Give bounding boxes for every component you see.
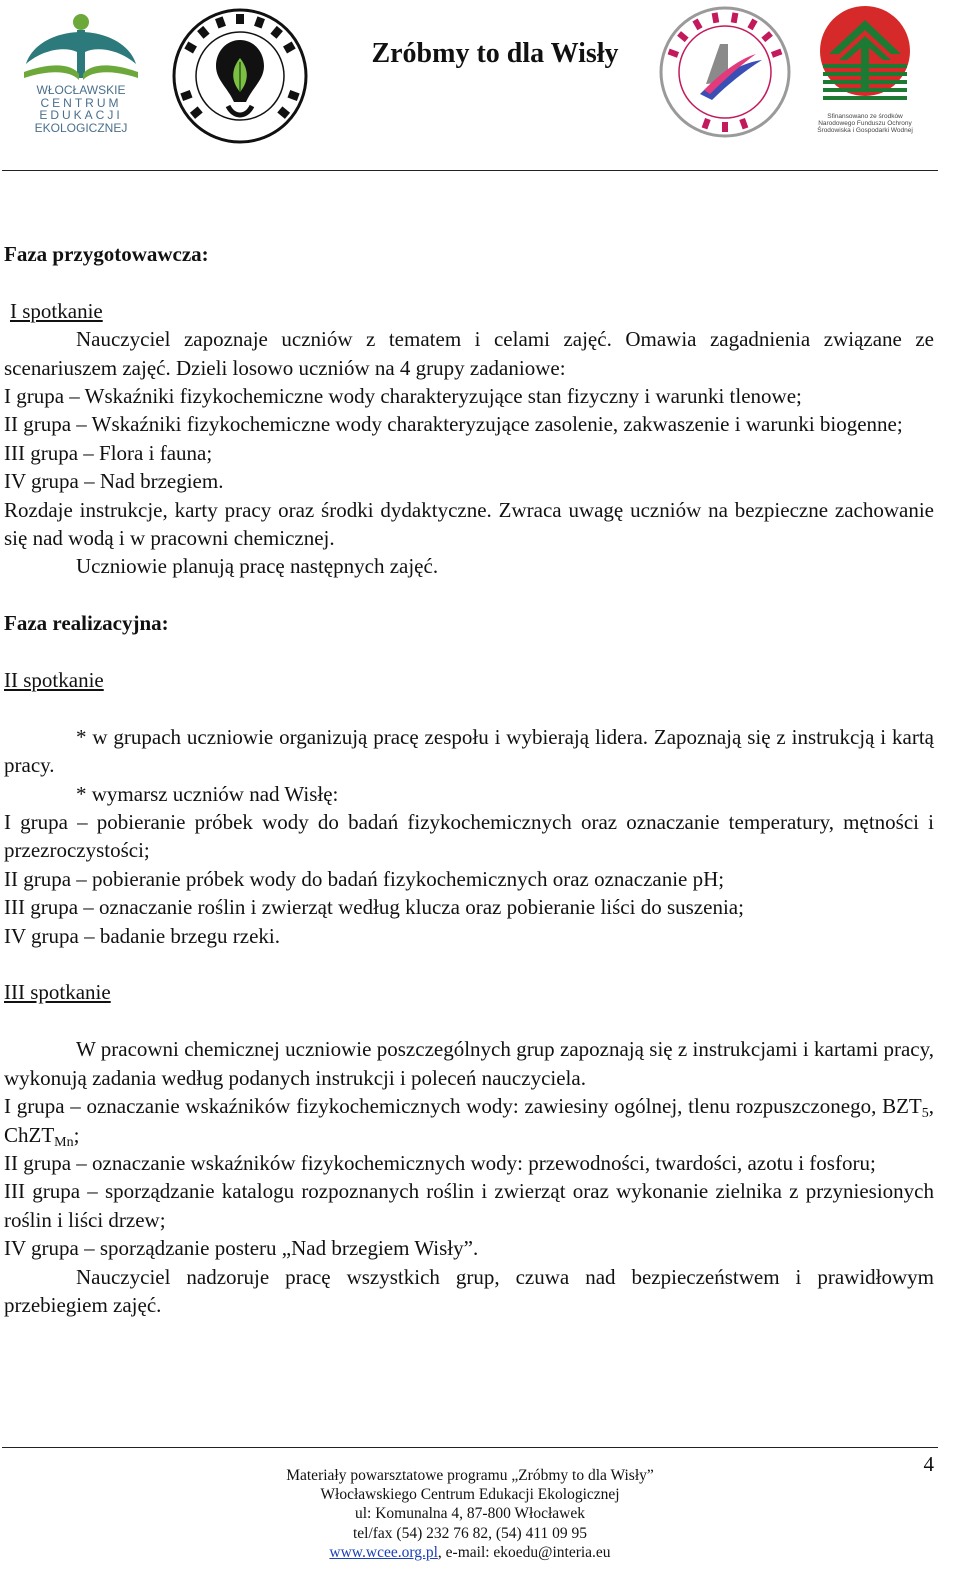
- meeting-3-group-3: III grupa – sporządzanie katalogu rozpoznanych roślin i zwierząt oraz wykonanie zielnika z przyniesionych roślin i liści drzew;: [4, 1179, 934, 1232]
- footer-divider: [2, 1447, 938, 1448]
- meeting-1-group-3: III grupa – Flora i fauna;: [4, 440, 213, 465]
- rcee-plock-logo: [170, 6, 310, 146]
- footer-line-phone: tel/fax (54) 232 76 82, (54) 411 09 95: [352, 1524, 588, 1542]
- header-divider: [2, 170, 938, 171]
- meeting-1-group-4: IV grupa – Nad brzegiem.: [4, 469, 224, 494]
- wcee-logo-line: EKOLOGICZNEJ: [34, 120, 128, 135]
- spacer: [4, 694, 934, 722]
- meeting-1-planning: Uczniowie planują pracę następnych zajęć.: [76, 554, 439, 579]
- meeting-3-group-1-text: I grupa – oznaczanie wskaźników fizykochemicznych wody: zawiesiny ogólnej, tlenu rozpuszczonego, BZT: [4, 1094, 922, 1119]
- meeting-3-group-1-mid: , ChZT: [4, 1094, 934, 1147]
- meeting-2-teams: * w grupach uczniowie organizują pracę zespołu i wybierają lidera. Zapoznają się z instrukcją i kartą pracy.: [4, 724, 934, 778]
- nfosigw-logo: [815, 6, 915, 140]
- meeting-3-title: III spotkanie: [4, 980, 111, 1005]
- meeting-3-supervision: Nauczyciel nadzoruje pracę wszystkich grup, czuwa nad bezpieczeństwem i prawidłowym przebiegiem zajęć.: [4, 1264, 934, 1317]
- meeting-1-title: I spotkanie: [10, 298, 103, 323]
- document-body: [4, 240, 934, 1319]
- nfosigw-emblem-icon: [815, 6, 915, 106]
- subscript-5: 5: [921, 1106, 929, 1122]
- wcee-tree-icon: [22, 12, 140, 82]
- meeting-3-group-1-end: ;: [73, 1122, 80, 1147]
- nfosigw-logo-line: Narodowego Funduszu Ochrony: [818, 120, 912, 128]
- footer-line-contact: [200, 1543, 740, 1562]
- spacer: [4, 268, 934, 296]
- footer-line-address: ul: Komunalna 4, 87-800 Włocławek: [354, 1505, 585, 1523]
- page-header: [0, 0, 960, 172]
- meeting-3-group-1: [4, 1092, 934, 1149]
- meeting-2-title: II spotkanie: [4, 668, 104, 693]
- czp-badge-icon: [650, 4, 800, 144]
- page-footer: [200, 1466, 740, 1562]
- spacer: [4, 1007, 934, 1035]
- wcee-logo: [22, 12, 140, 142]
- subscript-mn: Mn: [54, 1134, 74, 1150]
- meeting-2-group-4: IV grupa – badanie brzegu rzeki.: [4, 923, 280, 948]
- nfosigw-logo-line: Środowiska i Gospodarki Wodnej: [817, 127, 913, 135]
- meeting-1-intro: Nauczyciel zapoznaje uczniów z tematem i celami zajęć. Omawia zagadnienia związane ze scenariuszem zajęć. Dzieli losowo uczniów na 4 grupy zadaniowe:: [4, 327, 934, 380]
- meeting-3-intro: W pracowni chemicznej uczniowie poszczególnych grup zapoznają się z instrukcjami i kartami pracy, wykonują zadania według podanych instrukcji i poleceń nauczyciela.: [4, 1037, 934, 1090]
- section-heading-realization: Faza realizacyjna:: [4, 611, 169, 636]
- footer-line-institution: Włocławskiego Centrum Edukacji Ekologicznej: [320, 1486, 620, 1504]
- wcee-logo-line: EDUKACJI: [39, 108, 123, 122]
- website-link[interactable]: www.wcee.org.pl: [329, 1543, 438, 1561]
- meeting-2-group-3: III grupa – oznaczanie roślin i zwierząt według klucza oraz pobieranie liści do suszenia;: [4, 895, 744, 920]
- spacer: [4, 581, 934, 609]
- meeting-3-group-4: IV grupa – sporządzanie posteru „Nad brzegiem Wisły”.: [4, 1236, 479, 1261]
- meeting-2-group-2: II grupa – pobieranie próbek wody do badań fizykochemicznych oraz oznaczanie pH;: [4, 866, 725, 891]
- meeting-3-group-2: II grupa – oznaczanie wskaźników fizykochemicznych wody: przewodności, twardości, azotu i fosforu;: [4, 1150, 876, 1175]
- nfosigw-logo-line: Sfinansowano ze środków: [827, 113, 903, 120]
- meeting-1-group-1: I grupa – Wskaźniki fizykochemiczne wody charakteryzujące stan fizyczny i warunki tlenowe;: [4, 384, 802, 409]
- footer-email: , e-mail: ekoedu@interia.eu: [437, 1543, 611, 1561]
- footer-line-program: Materiały powarsztatowe programu „Zróbmy to dla Wisły”: [286, 1467, 654, 1484]
- section-heading-preparation: Faza przygotowawcza:: [4, 242, 209, 266]
- meeting-1-materials: Rozdaje instrukcje, karty pracy oraz środki dydaktyczne. Zwraca uwagę uczniów na bezpieczne zachowanie się nad wodą i w pracowni chemicznej.: [4, 497, 934, 551]
- wcee-logo-line: CENTRUM: [40, 95, 122, 110]
- meeting-1-group-2: II grupa – Wskaźniki fizykochemiczne wody charakteryzujące zasolenie, zakwaszenie i warunki biogenne;: [4, 412, 903, 437]
- meeting-2-group-1: I grupa – pobieranie próbek wody do badań fizykochemicznych oraz oznaczanie temperatury, mętności i przezroczystości;: [4, 810, 934, 863]
- header-title: Zróbmy to dla Wisły: [371, 38, 619, 69]
- rcee-seal-icon: [170, 6, 310, 146]
- wcee-logo-line: WŁOCŁAWSKIE: [36, 83, 126, 97]
- page-number: 4: [923, 1452, 934, 1476]
- spacer: [4, 638, 934, 666]
- czp-lodz-logo: [650, 4, 800, 144]
- spacer: [4, 950, 934, 978]
- meeting-2-march: * wymarsz uczniów nad Wisłę:: [76, 781, 339, 806]
